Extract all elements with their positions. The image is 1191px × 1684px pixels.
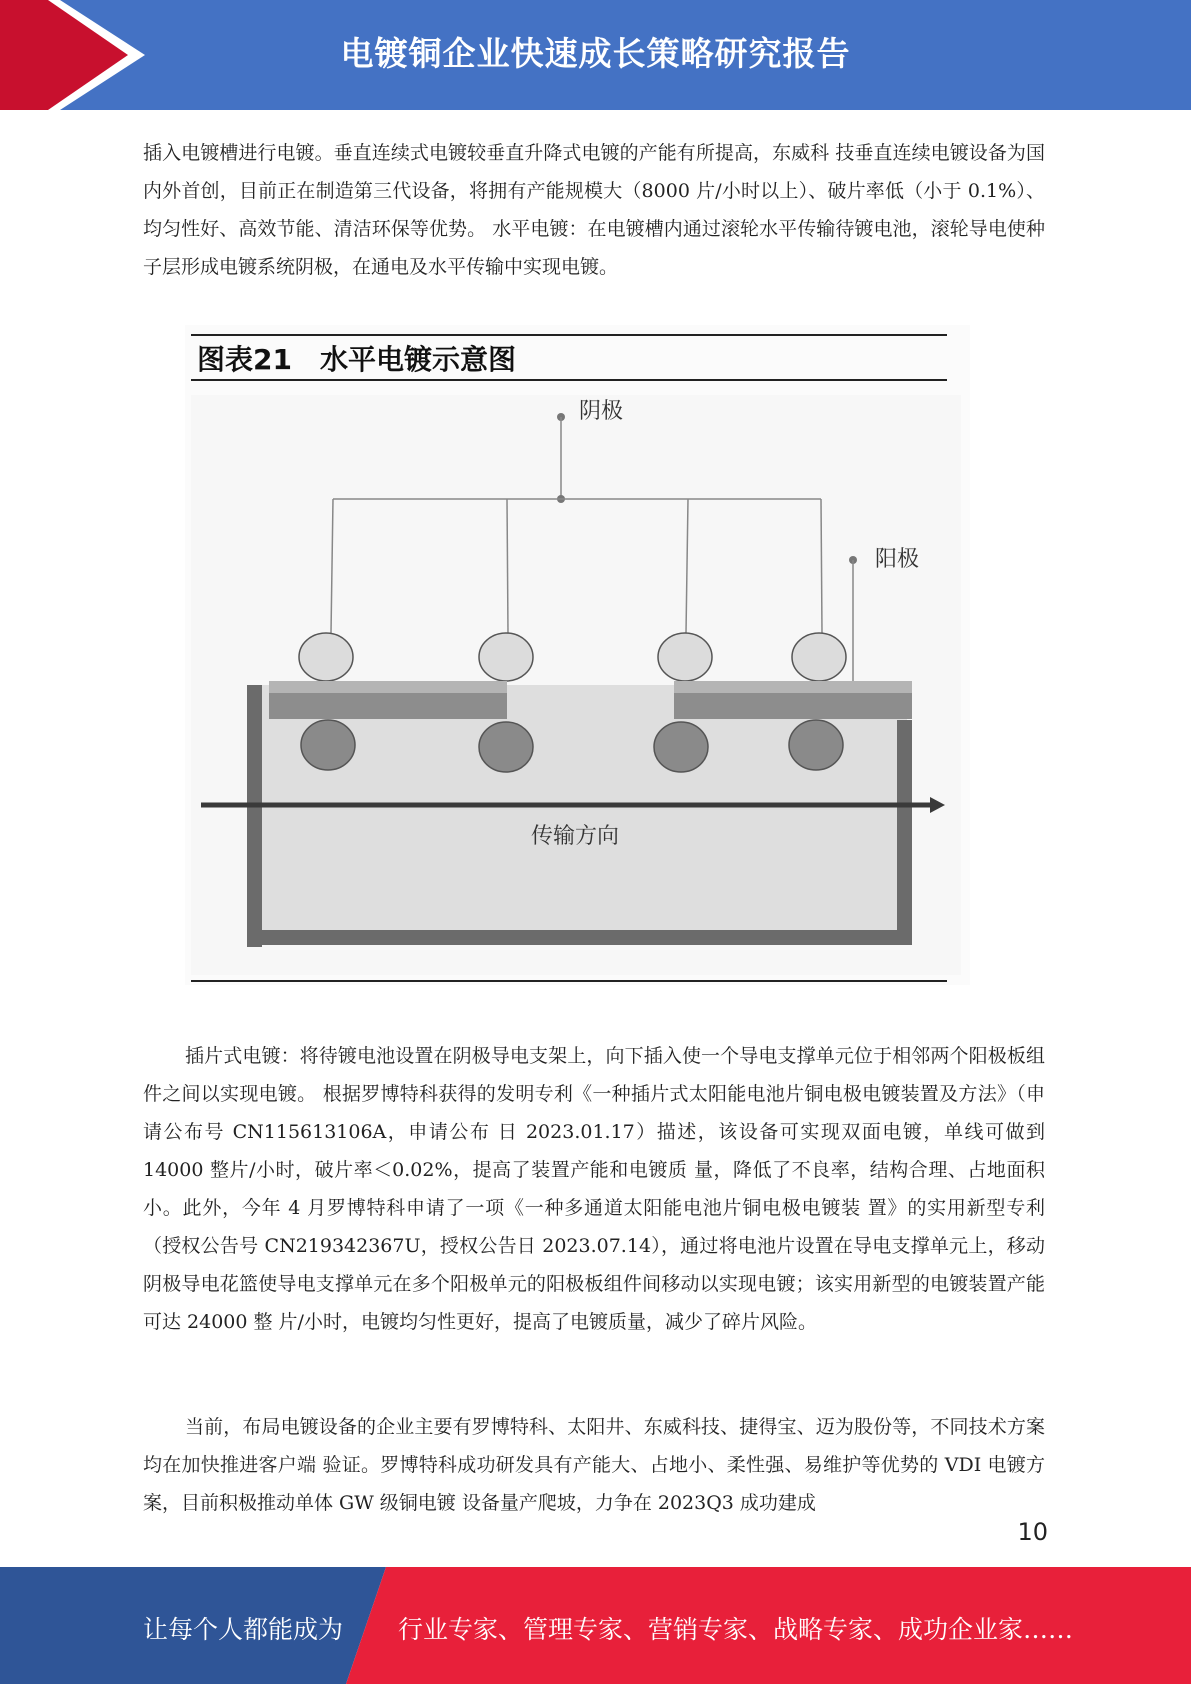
figure-horizontal-plating [185, 325, 970, 985]
header-title: 电镀铜企业快速成长策略研究报告 [340, 34, 851, 73]
footer-slogan-left: 让每个人都能成为 [143, 1615, 344, 1644]
lower-roller [789, 720, 843, 770]
upper-roller [792, 633, 846, 681]
page-number: 10 [1017, 1518, 1048, 1546]
page-footer [0, 1567, 1191, 1684]
body-paragraph-3: 当前，布局电镀设备的企业主要有罗博特科、太阳井、东威科技、捷得宝、迈为股份等，不同技术方案均在加快推进客户端 验证。罗博特科成功研发具有产能大、占地小、柔性强、易维护等优势的 VDI 电镀方案，目前积极推动单体 GW 级铜电镀 设备量产爬坡，力争在 2023Q3 成功建成 [143, 1416, 1045, 1514]
lower-roller [654, 722, 708, 772]
upper-roller [299, 633, 353, 681]
direction-label: 传输方向 [531, 824, 620, 849]
footer-slogan-right: 行业专家、管理专家、营销专家、战略专家、成功企业家…… [398, 1615, 1074, 1644]
page-header [0, 0, 1191, 110]
figure-title: 图表21 水平电镀示意图 [197, 343, 516, 376]
lower-roller [301, 720, 355, 770]
plating-diagram [185, 325, 970, 985]
upper-roller [479, 633, 533, 681]
cathode-label: 阴极 [579, 399, 624, 424]
anode-label: 阳极 [875, 547, 920, 572]
body-paragraph-2: 插片式电镀：将待镀电池设置在阴极导电支架上，向下插入使一个导电支撑单元位于相邻两个阳极板组件之间以实现电镀。 根据罗博特科获得的发明专利《一种插片式太阳能电池片铜电极电镀装置及方法》（申请公布号 CN115613106A，申请公布 日 2023.01.17）描述，该设备可实现双面电镀，单线可做到 14000 整片/小时，破片率＜0.02%，提高了装置产能和电镀质 量，降低了不良率，结构合理、占地面积小。此外，今年 4 月罗博特科申请了一项《一种多通道太阳能电池片铜电极电镀装 置》的实用新型专利（授权公告号 CN219342367U，授权公告日 2023.07.14），通过将电池片设置在导电支撑单元上，移动 阴极导电花篮使导电支撑单元在多个阳极单元的阳极板组件间移动以实现电镀；该实用新型的电镀装置产能可达 24000 整 片/小时，电镀均匀性更好，提高了电镀质量，减少了碎片风险。 [143, 1045, 1045, 1333]
cell-strip [269, 681, 507, 693]
body-paragraph-1: 插入电镀槽进行电镀。垂直连续式电镀较垂直升降式电镀的产能有所提高，东威科 技垂直连续电镀设备为国内外首创，目前正在制造第三代设备，将拥有产能规模大（8000 片/小时以上）、破片率低（小于 0.1%）、均匀性好、高效节能、清洁环保等优势。 水平电镀：在电镀槽内通过滚轮水平传输待镀电池，滚轮导电使种子层形成电镀系统阴极，在通电及水平传输中实现电镀。 [143, 142, 1045, 278]
cell-strip [674, 681, 912, 693]
lower-roller [479, 722, 533, 772]
upper-roller [658, 633, 712, 681]
